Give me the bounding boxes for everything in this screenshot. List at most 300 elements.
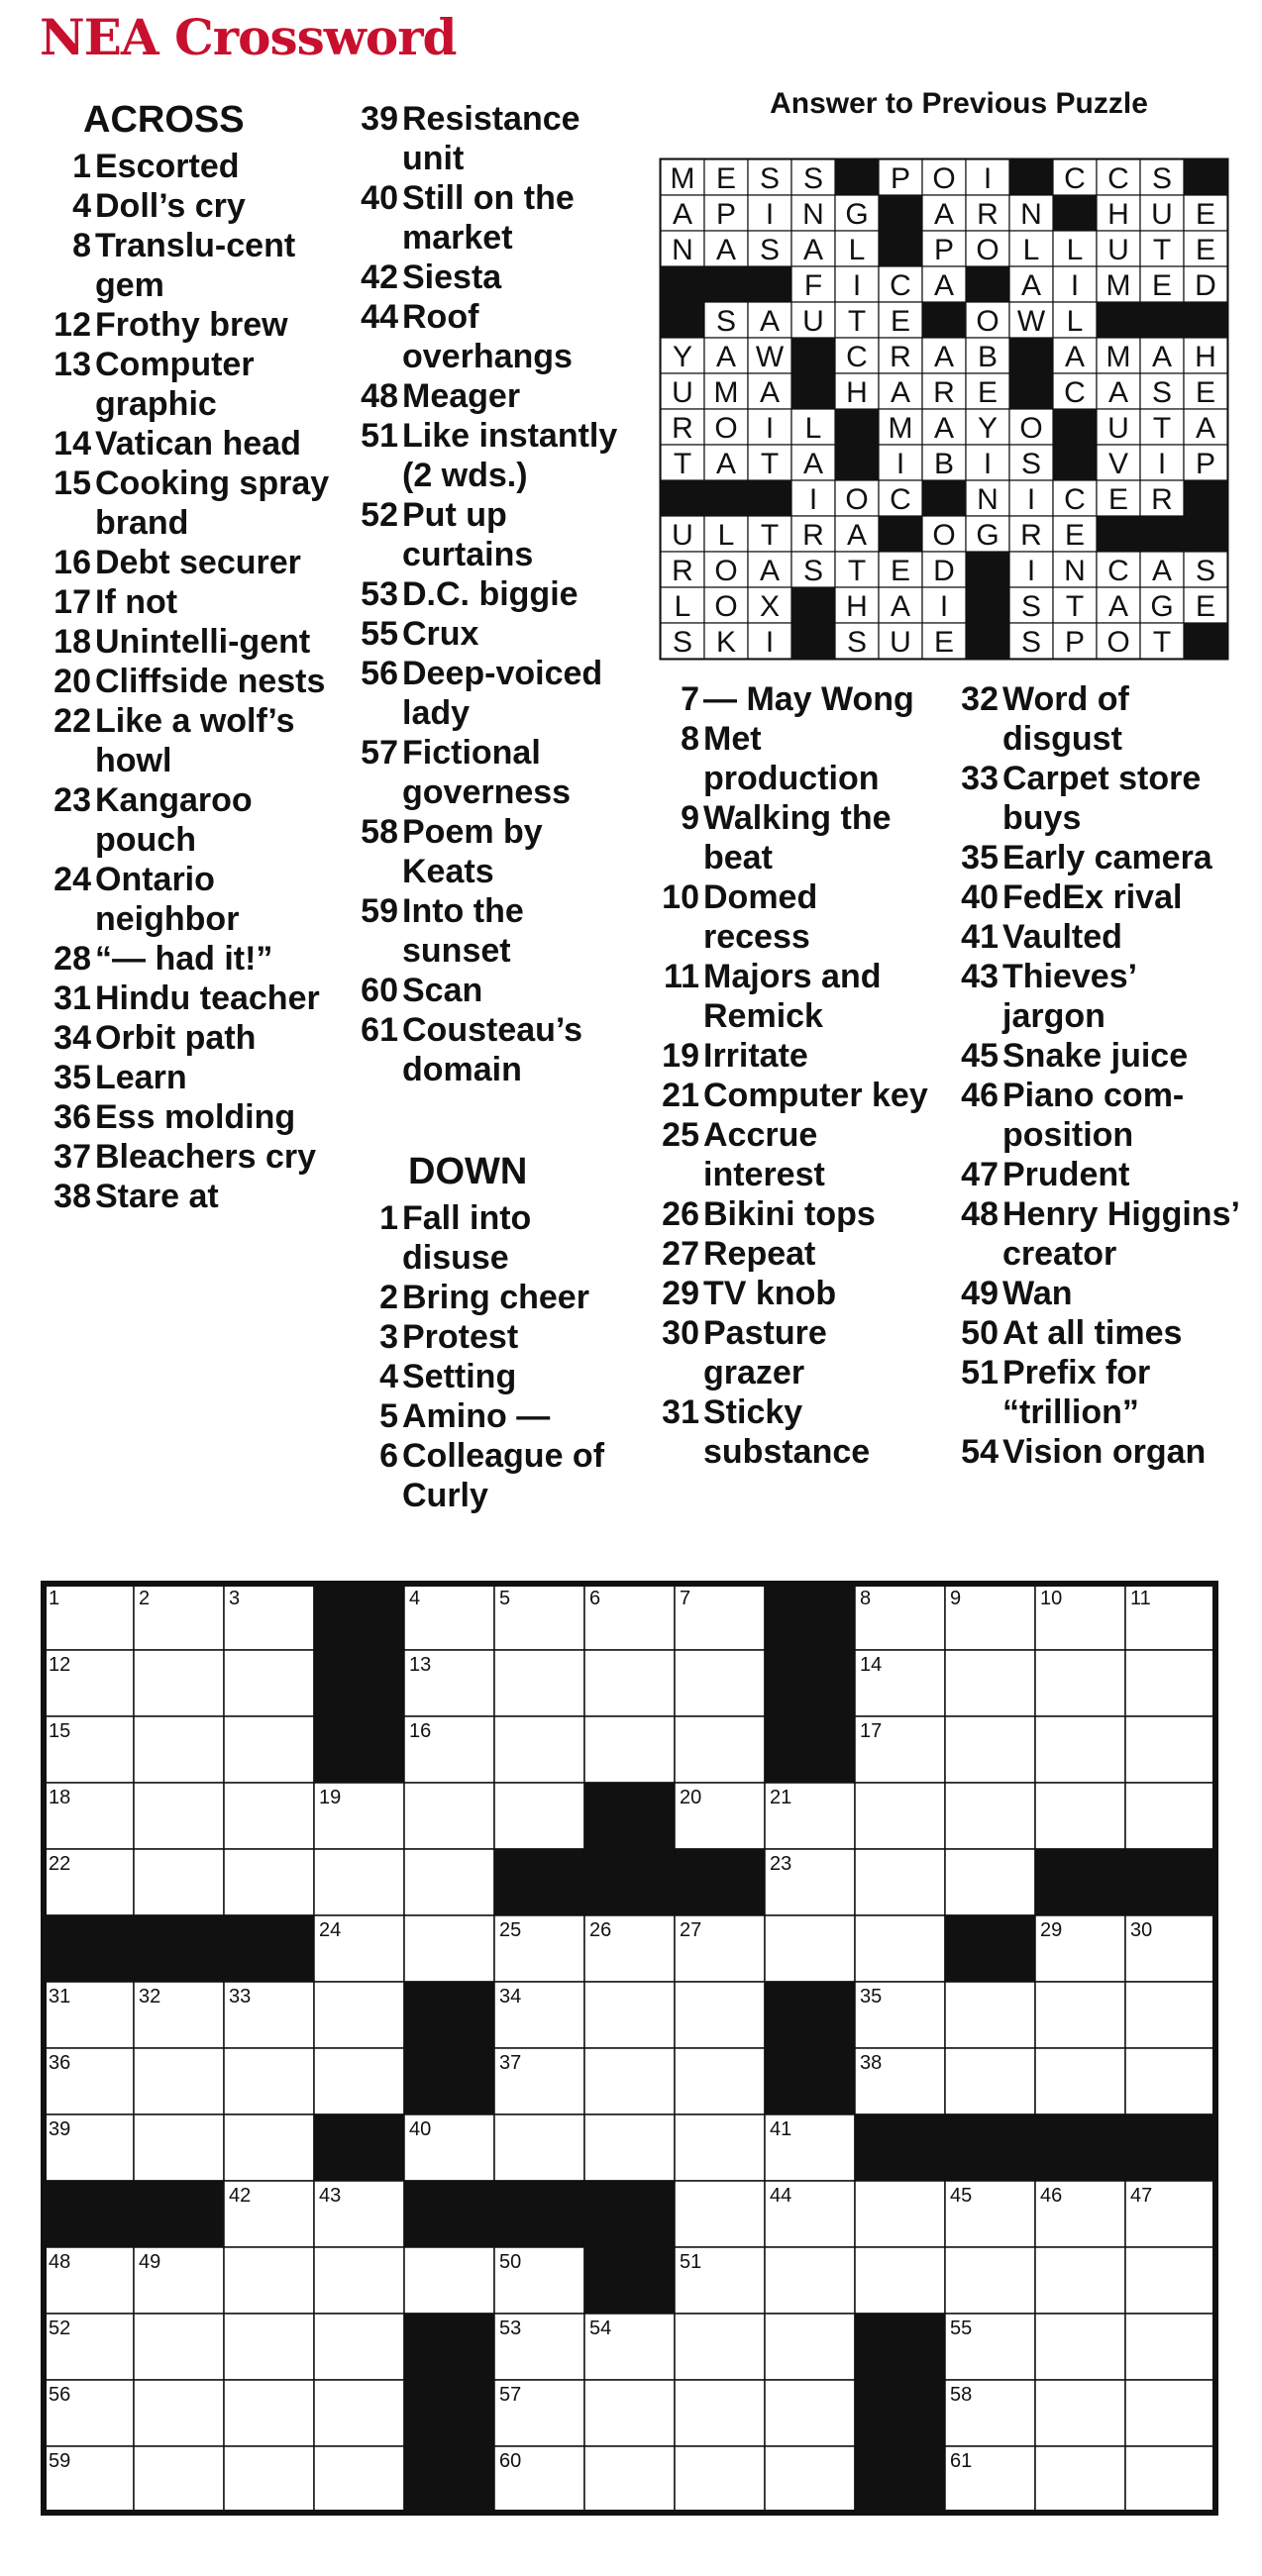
clue-number: 52 [361,496,398,534]
across-clue-58 [343,812,640,891]
cell-number: 50 [499,2251,522,2273]
answer-letter: I [895,448,905,480]
answer-letter: A [672,198,693,231]
grid-cell[interactable] [584,1716,675,1783]
across-clue-34 [30,1018,347,1058]
grid-cell[interactable] [1035,2048,1125,2114]
answer-letter: A [759,376,781,409]
grid-cell[interactable] [945,1650,1035,1716]
answer-letter: O [714,412,738,445]
grid-cell[interactable] [224,2247,314,2314]
clue-number: 7 [681,680,699,718]
grid-cell[interactable] [765,1915,855,1982]
answer-letter: S [759,234,781,266]
grid-cell[interactable] [314,2048,404,2114]
block-cell [404,2380,494,2446]
answer-letter: S [1151,162,1173,195]
clue-text: Vaulted [1002,918,1122,956]
across-clue-16 [30,543,347,582]
grid-cell[interactable] [224,1650,314,1716]
grid-cell[interactable] [675,2114,765,2181]
crossword-grid [40,1580,1224,2519]
grid-cell[interactable] [224,2114,314,2181]
cell-number: 6 [589,1588,601,1609]
grid-cell[interactable] [584,2048,675,2114]
clue-number: 54 [961,1433,999,1471]
across-clue-42 [343,258,640,297]
grid-cell[interactable] [675,2380,765,2446]
across-clue-14 [30,424,347,464]
cell-number: 58 [950,2384,973,2406]
across-clue-15 [30,464,347,543]
grid-cell[interactable] [1125,1716,1215,1783]
clue-number: 45 [961,1037,999,1075]
answer-letter: I [765,412,775,445]
across-clue-40 [343,178,640,258]
grid-cell[interactable] [134,1716,224,1783]
across-clue-12 [30,305,347,345]
clue-text: Thieves’ jargon [1002,958,1136,1035]
grid-cell[interactable] [1125,1982,1215,2048]
down-clue-48 [943,1194,1240,1274]
clue-text: Computer graphic [95,346,255,423]
answer-letter: A [1020,269,1042,302]
clue-number: 5 [379,1397,398,1435]
block-cell [134,2181,224,2247]
answer-letter: L [1066,234,1084,266]
answer-letter: O [932,162,956,195]
answer-letter: K [715,626,737,659]
answer-letter: R [1020,519,1042,552]
clue-number: 48 [961,1195,999,1233]
answer-letter: A [715,234,737,266]
clue-text: Deep-voiced lady [402,655,603,732]
grid-cell[interactable] [494,1716,584,1783]
answer-letter: O [845,483,869,516]
clue-text: Siesta [402,258,502,296]
grid-cell[interactable] [675,1982,765,2048]
answer-letter: A [933,198,955,231]
cell-number: 8 [860,1588,872,1609]
down-clue-49 [943,1274,1240,1313]
grid-cell[interactable] [675,2314,765,2380]
grid-cell[interactable] [1035,1716,1125,1783]
answer-block-cell [1053,445,1097,480]
clue-number: 61 [361,1011,398,1049]
answer-letter: U [802,305,824,338]
answer-letter: D [933,555,955,587]
cell-number: 61 [950,2450,973,2472]
across-clue-31 [30,979,347,1018]
grid-cell[interactable] [494,2114,584,2181]
grid-cell[interactable] [314,1849,404,1915]
answer-block-cell [748,480,791,516]
cell-number: 43 [319,2185,342,2207]
down-heading: DOWN [408,1151,528,1192]
grid-cell[interactable] [404,2247,494,2314]
clue-text: Irritate [703,1037,808,1075]
block-cell [314,1650,404,1716]
grid-cell[interactable] [134,1650,224,1716]
down-clue-50 [943,1313,1240,1353]
grid-cell[interactable] [1035,2247,1125,2314]
grid-cell[interactable] [134,2380,224,2446]
answer-letter: R [672,412,693,445]
answer-letter: S [1020,626,1042,659]
answer-block-cell [1009,373,1053,409]
clue-text: Accrue interest [703,1116,825,1193]
block-cell [1125,1849,1215,1915]
answer-letter: S [1020,448,1042,480]
block-cell [855,2446,945,2513]
answer-letter: T [1152,234,1172,266]
answer-block-cell [661,480,704,516]
grid-cell[interactable] [675,2048,765,2114]
clue-number: 31 [53,979,91,1017]
previous-answer-grid [658,156,1234,673]
answer-block-cell [791,623,835,659]
answer-letter: P [715,198,737,231]
clue-number: 36 [53,1098,91,1136]
grid-cell[interactable] [945,2247,1035,2314]
clue-text: Prudent [1002,1156,1130,1193]
answer-letter: N [672,234,693,266]
clue-number: 4 [379,1358,398,1395]
clue-text: Translu-cent gem [95,227,296,304]
answer-block-cell [879,516,922,552]
answer-letter: T [760,448,780,480]
grid-cell[interactable] [314,2380,404,2446]
grid-cell[interactable] [675,1650,765,1716]
grid-cell[interactable] [1125,2380,1215,2446]
cell-number: 59 [49,2450,71,2472]
grid-cell[interactable] [855,1783,945,1849]
clue-number: 59 [361,892,398,930]
answer-letter: L [1066,305,1084,338]
answer-letter: U [1107,234,1129,266]
block-cell [765,2048,855,2114]
grid-cell[interactable] [404,1849,494,1915]
grid-cell[interactable] [945,1716,1035,1783]
cell-number: 14 [860,1654,883,1676]
across-clue-38 [30,1177,347,1216]
grid-cell[interactable] [314,2446,404,2513]
answer-letter: A [759,305,781,338]
grid-cell[interactable] [765,2446,855,2513]
cell-number: 4 [409,1588,421,1609]
clue-number: 13 [53,346,91,383]
grid-cell[interactable] [134,2048,224,2114]
clue-text: Amino — [402,1397,551,1435]
block-cell [404,1982,494,2048]
down-clue-32 [943,679,1240,759]
clue-number: 24 [53,861,91,898]
down-clue-5 [343,1396,640,1436]
answer-letter: O [932,519,956,552]
answer-block-cell [791,373,835,409]
answer-letter: H [846,590,868,623]
grid-cell[interactable] [224,1783,314,1849]
grid-cell[interactable] [1035,2314,1125,2380]
down-clue-9 [644,798,929,877]
clue-text: TV knob [703,1275,837,1312]
answer-letter: U [672,519,693,552]
answer-letter: L [1022,234,1040,266]
grid-cell[interactable] [1035,2380,1125,2446]
answer-block-cell [1009,159,1053,195]
grid-cell[interactable] [1125,2048,1215,2114]
answer-letter: N [1020,198,1042,231]
grid-cell[interactable] [675,1716,765,1783]
across-clue-35 [30,1058,347,1097]
answer-letter: L [848,234,866,266]
across-clues-column-2 [343,99,640,1089]
down-clue-30 [644,1313,929,1392]
grid-cell[interactable] [314,2247,404,2314]
answer-letter: C [1064,483,1086,516]
grid-cell[interactable] [855,2247,945,2314]
grid-cell[interactable] [855,2181,945,2247]
across-clue-61 [343,1010,640,1089]
clue-number: 14 [53,425,91,463]
down-clue-4 [343,1357,640,1396]
answer-letter: E [1151,269,1173,302]
grid-cell[interactable] [765,2380,855,2446]
block-cell [765,1584,855,1650]
clue-text: Protest [402,1318,519,1356]
grid-cell[interactable] [134,2114,224,2181]
clue-number: 3 [379,1318,398,1356]
grid-cell[interactable] [314,2314,404,2380]
grid-cell[interactable] [945,1982,1035,2048]
cell-number: 38 [860,2052,883,2074]
grid-cell[interactable] [584,1982,675,2048]
clue-text: Computer key [703,1077,928,1114]
clue-number: 11 [664,958,699,995]
grid-cell[interactable] [765,2314,855,2380]
grid-cell[interactable] [945,1849,1035,1915]
clue-text: Cousteau’s domain [402,1011,583,1088]
cell-number: 11 [1130,1588,1151,1609]
answer-letter: I [983,162,993,195]
clue-text: D.C. biggie [402,575,578,613]
answer-letter: P [890,162,911,195]
answer-letter: M [888,412,913,445]
answer-block-cell [1184,302,1227,338]
answer-letter: A [890,590,911,623]
answer-block-cell [1184,516,1227,552]
cell-number: 42 [229,2185,252,2207]
block-cell [584,1783,675,1849]
clue-text: — May Wong [703,680,914,718]
down-clue-27 [644,1234,929,1274]
down-clue-51 [943,1353,1240,1432]
answer-letter: H [1107,198,1129,231]
down-clue-45 [943,1036,1240,1076]
clue-text: Prefix for “trillion” [1002,1354,1151,1431]
block-cell [855,2380,945,2446]
grid-cell[interactable] [1035,2446,1125,2513]
grid-cell[interactable] [134,1783,224,1849]
answer-letter: S [1020,590,1042,623]
clue-text: Snake juice [1002,1037,1189,1075]
grid-cell[interactable] [494,1650,584,1716]
block-cell [134,1915,224,1982]
grid-cell[interactable] [1035,1783,1125,1849]
across-clue-44 [343,297,640,376]
cell-number: 30 [1130,1919,1153,1941]
grid-cell[interactable] [1035,1650,1125,1716]
grid-cell[interactable] [1125,2446,1215,2513]
answer-letter: E [1107,483,1129,516]
clue-text: Colleague of Curly [402,1437,605,1514]
clue-number: 49 [961,1275,999,1312]
across-clue-53 [343,574,640,614]
answer-letter: U [1107,412,1129,445]
down-clues-column-2 [644,679,929,1472]
grid-cell[interactable] [134,2446,224,2513]
down-clue-47 [943,1155,1240,1194]
block-cell [584,2181,675,2247]
answer-letter: I [765,198,775,231]
cell-number: 21 [770,1787,792,1808]
block-cell [224,1915,314,1982]
answer-letter: S [672,626,693,659]
cell-number: 44 [770,2185,792,2207]
clue-text: Early camera [1002,839,1212,876]
clue-text: Unintelli-gent [95,623,311,661]
down-clue-6 [343,1436,640,1515]
block-cell [1035,2114,1125,2181]
across-clue-22 [30,701,347,780]
cell-number: 29 [1040,1919,1063,1941]
answer-letter: R [890,341,911,373]
grid-cell[interactable] [224,1849,314,1915]
cell-number: 48 [49,2251,71,2273]
answer-block-cell [1053,195,1097,231]
grid-cell[interactable] [945,2048,1035,2114]
across-clue-56 [343,654,640,733]
down-clue-26 [644,1194,929,1234]
grid-cell[interactable] [945,1783,1035,1849]
answer-block-cell [966,587,1009,623]
clue-text: Meager [402,377,521,415]
answer-letter: O [976,305,999,338]
answer-letter: T [760,519,780,552]
grid-cell[interactable] [584,1650,675,1716]
across-clue-28 [30,939,347,979]
grid-cell[interactable] [584,2380,675,2446]
clue-number: 8 [681,720,699,758]
answer-letter: E [1195,198,1216,231]
grid-cell[interactable] [314,1982,404,2048]
grid-cell[interactable] [494,1783,584,1849]
answer-letter: A [802,448,824,480]
grid-cell[interactable] [1125,2314,1215,2380]
cell-number: 18 [49,1787,71,1808]
grid-cell[interactable] [134,2314,224,2380]
grid-cell[interactable] [855,1849,945,1915]
grid-cell[interactable] [404,1783,494,1849]
grid-cell[interactable] [1125,2247,1215,2314]
clue-number: 31 [662,1393,699,1431]
clue-number: 18 [53,623,91,661]
grid-cell[interactable] [404,1915,494,1982]
cell-number: 10 [1040,1588,1063,1609]
grid-cell[interactable] [1125,1783,1215,1849]
grid-cell[interactable] [765,2247,855,2314]
clue-number: 43 [961,958,999,995]
cell-number: 20 [680,1787,702,1808]
answer-letter: T [847,305,867,338]
answer-letter: T [1152,626,1172,659]
across-clue-37 [30,1137,347,1177]
grid-cell[interactable] [675,2446,765,2513]
answer-letter: A [933,412,955,445]
clue-number: 10 [662,878,699,916]
cell-number: 41 [770,2118,792,2140]
down-clue-46 [943,1076,1240,1155]
grid-cell[interactable] [224,2314,314,2380]
grid-cell[interactable] [1035,1982,1125,2048]
grid-cell[interactable] [224,2048,314,2114]
cell-number: 37 [499,2052,522,2074]
answer-letter: U [1151,198,1173,231]
answer-letter: B [977,341,999,373]
grid-cell[interactable] [584,2114,675,2181]
answer-letter: P [1195,448,1216,480]
answer-letter: N [1064,555,1086,587]
answer-letter: C [1064,162,1086,195]
cell-number: 45 [950,2185,973,2207]
page-title: NEA Crossword [40,8,457,66]
block-cell [494,2181,584,2247]
clue-number: 17 [53,583,91,621]
answer-letter: R [672,555,693,587]
clue-number: 56 [361,655,398,692]
grid-cell[interactable] [224,1716,314,1783]
grid-cell[interactable] [675,2181,765,2247]
answer-letter: P [1064,626,1086,659]
clue-number: 46 [961,1077,999,1114]
block-cell [945,2114,1035,2181]
clue-text: Put up curtains [402,496,534,573]
answer-letter: V [1107,448,1129,480]
cell-number: 52 [49,2318,71,2339]
grid-cell[interactable] [134,1849,224,1915]
clue-text: Like a wolf’s howl [95,702,295,779]
grid-cell[interactable] [1125,1650,1215,1716]
grid-cell[interactable] [224,2446,314,2513]
block-cell [404,2048,494,2114]
clue-number: 57 [361,734,398,772]
grid-cell[interactable] [855,1915,945,1982]
grid-cell[interactable] [224,2380,314,2446]
answer-letter: A [1107,376,1129,409]
cell-number: 27 [680,1919,702,1941]
down-clue-8 [644,719,929,798]
answer-letter: W [755,341,785,373]
cell-number: 54 [589,2318,612,2339]
down-clue-29 [644,1274,929,1313]
grid-cell[interactable] [584,2446,675,2513]
across-heading: ACROSS [83,99,245,141]
answer-block-cell [704,480,748,516]
answer-letter: O [976,234,999,266]
answer-letter: I [1026,555,1036,587]
answer-block-cell [835,409,879,445]
block-cell [1035,1849,1125,1915]
